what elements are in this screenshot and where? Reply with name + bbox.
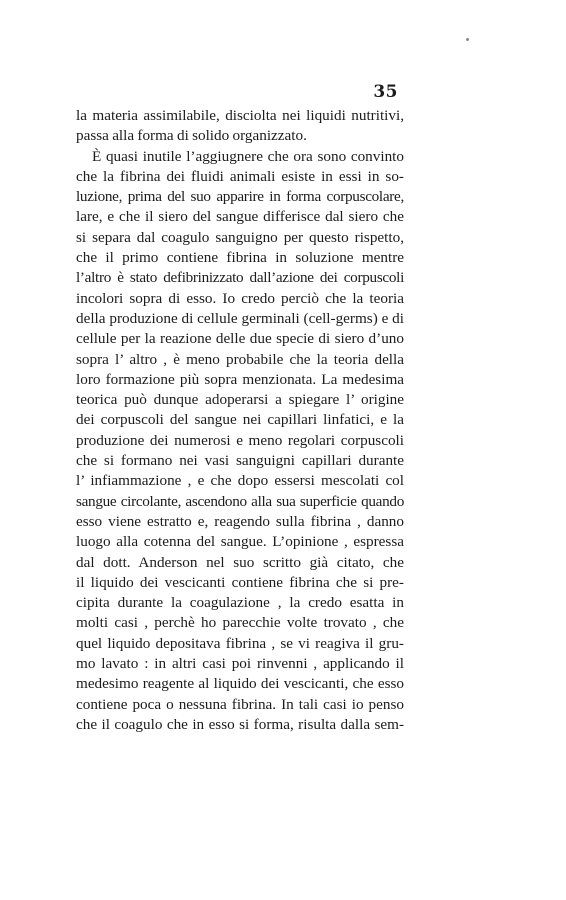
text-line: che il coagulo che in esso si forma, risulta dalla sem- — [76, 715, 404, 733]
text-line: cellule per la reazione delle due specie di siero d’uno — [76, 330, 404, 348]
paper-speck — [466, 38, 469, 41]
text-line: il liquido dei vescicanti contiene fibrina che si pre- — [76, 573, 404, 591]
text-line: È quasi inutile l’aggiugnere che ora sono convinto — [92, 147, 404, 165]
text-line: medesimo reagente al liquido dei vescicanti, che esso — [76, 675, 404, 693]
text-line: si separa dal coagulo sanguigno per questo rispetto, — [76, 228, 404, 246]
text-line: luzione, prima del suo apparire in forma corpuscolare, — [76, 188, 404, 206]
text-line: che la fibrina dei fluidi animali esiste in essi in so- — [76, 167, 404, 185]
text-line: sopra l’ altro , è meno probabile che la teoria della — [76, 350, 404, 368]
text-line: luogo alla cotenna del sangue. L’opinione , espressa — [76, 533, 404, 551]
text-line: della produzione di cellule germinali (cell-germs) e di — [76, 309, 404, 327]
text-line: produzione dei numerosi e meno regolari corpuscoli — [76, 431, 404, 449]
text-line: loro formazione più sopra menzionata. La medesima — [76, 370, 404, 388]
text-line: sangue circolante, ascendono alla sua superficie quando — [76, 492, 404, 510]
text-line: molti casi , perchè ho parecchie volte trovato , che — [76, 614, 404, 632]
text-line: mo lavato : in altri casi poi rinvenni , applicando il — [76, 655, 404, 673]
text-line: l’altro è stato defibrinizzato dall’azione dei corpuscoli — [76, 269, 404, 287]
text-line: lare, e che il siero del sangue differisce dal siero che — [76, 208, 404, 226]
text-line: dei corpuscoli del sangue nei capillari linfatici, e la — [76, 411, 404, 429]
page-number: 35 — [373, 82, 398, 102]
text-line: contiene poca o nessuna fibrina. In tali casi io penso — [76, 695, 404, 713]
body-text — [76, 106, 404, 735]
text-line: l’ infiammazione , e che dopo essersi mescolati col — [76, 472, 404, 490]
text-line: teorica può dunque adoperarsi a spiegare l’ origine — [76, 391, 404, 409]
text-line: cipita durante la coagulazione , la credo esatta in — [76, 594, 404, 612]
text-line: dal dott. Anderson nel suo scritto già citato, che — [76, 553, 404, 571]
text-line: che si formano nei vasi sanguigni capillari durante — [76, 452, 404, 470]
text-line: incolori sopra di esso. Io credo perciò che la teoria — [76, 289, 404, 307]
text-line: la materia assimilabile, disciolta nei liquidi nutritivi, — [76, 107, 404, 124]
text-line: quel liquido depositava fibrina , se vi reagiva il gru- — [76, 634, 404, 652]
text-line: passa alla forma di solido organizzato. — [76, 127, 307, 145]
text-line: che il primo contiene fibrina in soluzione mentre — [76, 249, 404, 267]
text-line: esso viene estratto e, reagendo sulla fibrina , danno — [76, 512, 404, 530]
